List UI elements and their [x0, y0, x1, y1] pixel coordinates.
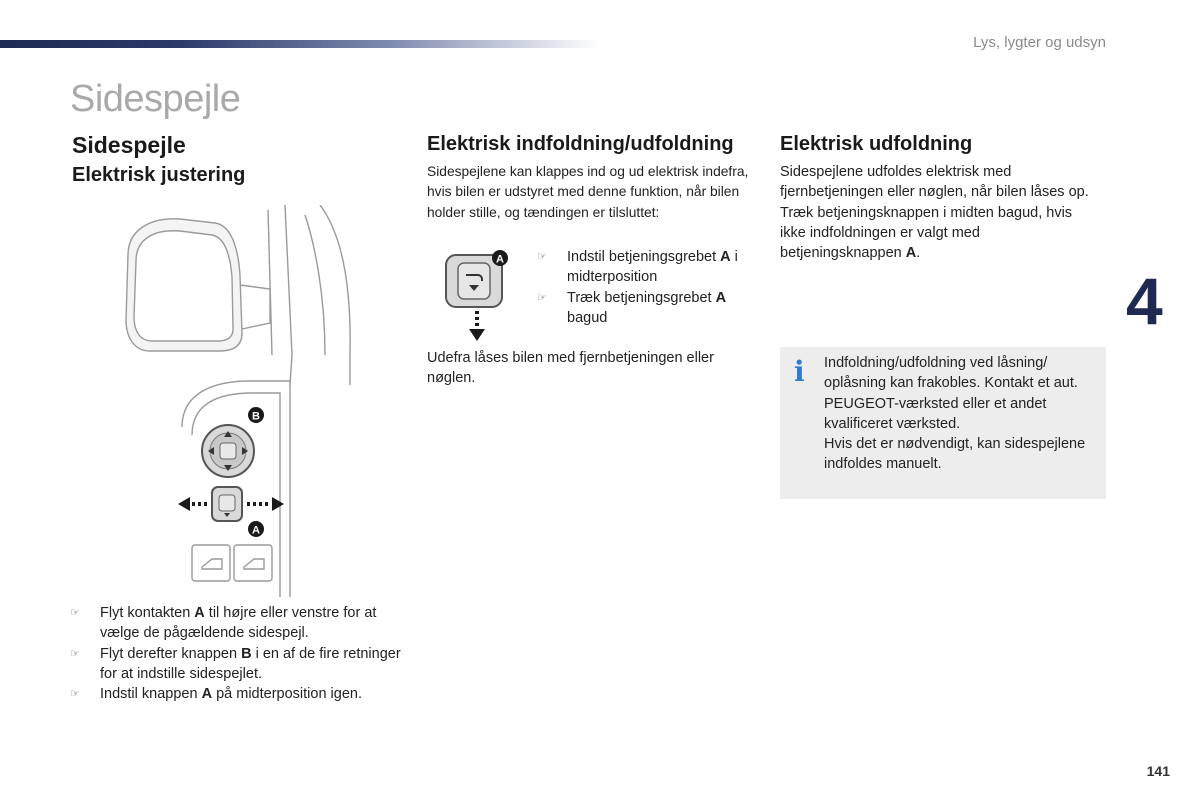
section-label: Lys, lygter og udsyn	[973, 34, 1106, 51]
middle-intro-text: Sidespejlene kan klappes ind og ud elektrisk indefra, hvis bilen er udstyret med denne funktion, når bilen holder stille, og tændingen er tilsluttet:	[427, 164, 749, 220]
label-a-badge	[248, 521, 264, 537]
label-b-badge	[248, 407, 264, 423]
svg-text:A: A	[252, 524, 260, 537]
list-item: ☞ Indstil betjeningsgrebet A i midterposition	[537, 249, 738, 286]
pointing-hand-icon: ☞	[537, 251, 547, 263]
middle-heading: Elektrisk indfoldning/udfoldning	[427, 133, 734, 155]
mirror-control-illustration	[120, 205, 360, 597]
right-heading: Elektrisk udfoldning	[780, 133, 973, 155]
info-text-line: Hvis det er nødvendigt, kan sidespejlene indfoldes manuelt.	[824, 436, 1086, 473]
left-instruction-list	[70, 603, 405, 704]
info-icon: i	[794, 355, 805, 388]
label-a-badge	[492, 250, 508, 266]
pointing-hand-icon: ☞	[537, 291, 547, 304]
list-item: ☞ Flyt kontakten A til højre eller venstre for at vælge de pågældende sidespejl.	[70, 605, 377, 642]
left-heading: Sidespejle	[72, 132, 186, 158]
pointing-hand-icon: ☞	[70, 647, 80, 660]
left-subheading: Elektrisk justering	[72, 164, 246, 186]
fold-selector-illustration	[440, 245, 520, 345]
svg-text:A: A	[496, 253, 504, 266]
list-item: ☞ Indstil knappen A på midterposition igen.	[70, 684, 405, 704]
arrow-right-icon	[247, 497, 284, 511]
list-item: ☞ Flyt derefter knappen B i en af de fire retninger for at indstille sidespejlet.	[70, 645, 401, 682]
joystick-b-icon	[202, 425, 254, 477]
right-body-text: Sidespejlene udfoldes elektrisk med fjernbetjeningen eller nøglen, når bilen låses op. Træk betjeningsknappen i midten bagud, hvis ikke indfoldningen er valgt med betjeningsknappen A.	[780, 164, 1089, 262]
middle-instruction-list	[537, 247, 757, 328]
arrow-down-icon	[469, 311, 485, 341]
info-text	[824, 353, 1098, 475]
header-accent-bar	[0, 40, 600, 48]
selector-a-icon	[212, 487, 242, 521]
page-number: 141	[1146, 763, 1170, 779]
chapter-number: 4	[1126, 264, 1163, 338]
pointing-hand-icon: ☞	[70, 607, 80, 619]
svg-text:B: B	[252, 410, 260, 423]
page-title: Sidespejle	[70, 78, 241, 120]
pointing-hand-icon: ☞	[70, 688, 80, 701]
arrow-left-icon	[178, 497, 207, 511]
info-text-line: Indfoldning/udfoldning ved låsning/ oplåsning kan frakobles. Kontakt et aut. PEUGEOT-værksted eller et andet kvalificeret værksted.	[824, 355, 1078, 432]
middle-outro-text: Udefra låses bilen med fjernbetjeningen eller nøglen.	[427, 350, 714, 387]
list-item: ☞ Træk betjeningsgrebet A bagud	[537, 289, 727, 326]
info-box	[780, 347, 1106, 499]
